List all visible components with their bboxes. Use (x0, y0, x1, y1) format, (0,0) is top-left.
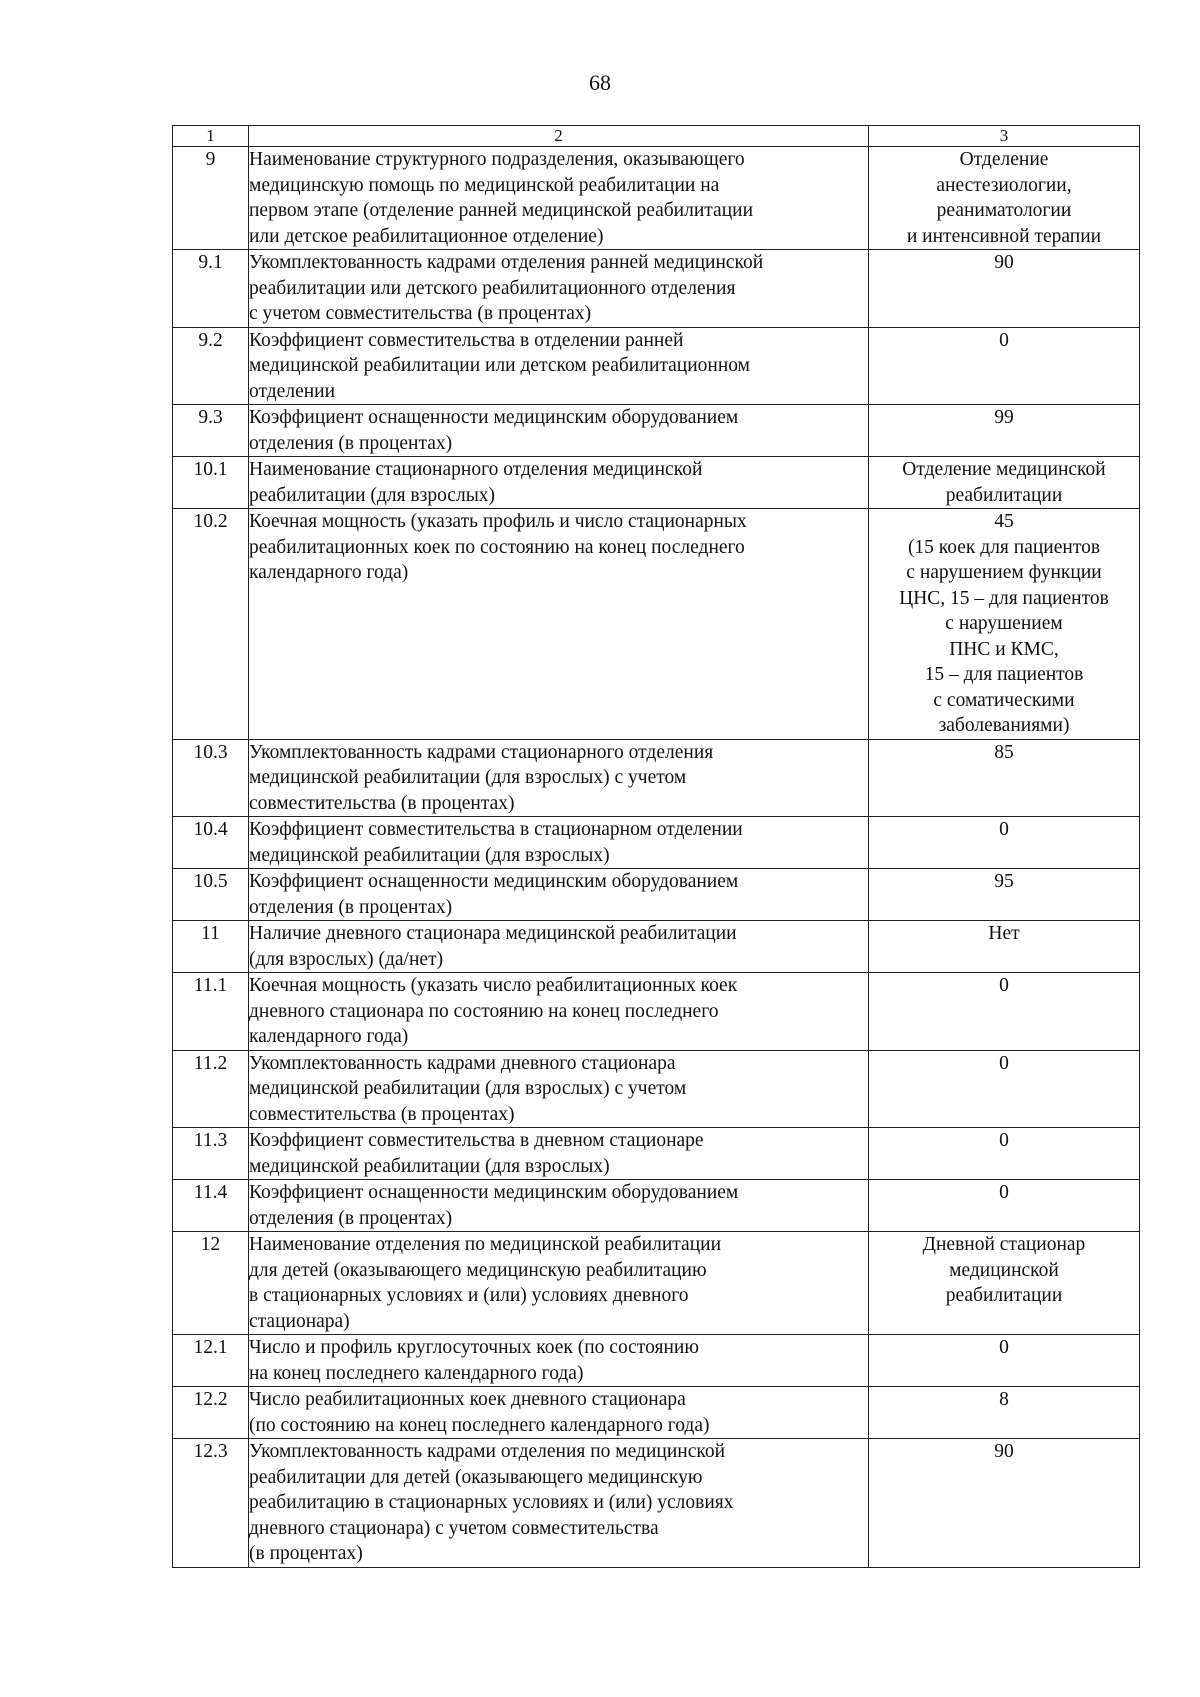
value-line: 0 (999, 1130, 1009, 1151)
header-cell-3: 3 (869, 126, 1140, 147)
description-line: в стационарных условиях и (или) условиях дневного (249, 1285, 689, 1306)
row-number: 12.1 (173, 1335, 249, 1387)
indicator-table (172, 125, 1140, 1568)
indicator-description (249, 1050, 869, 1128)
indicator-value (869, 973, 1140, 1051)
description-line: реабилитации (для взрослых) (249, 484, 496, 506)
description-line: медицинской реабилитации или детском реабилитационном (249, 355, 751, 376)
value-line: 8 (999, 1389, 1009, 1410)
row-number: 12.2 (173, 1387, 249, 1439)
table-row (173, 327, 1140, 405)
value-line: (15 коек для пациентов (907, 536, 1101, 558)
description-line: Коэффициент совместительства в дневном стационаре (249, 1130, 704, 1151)
row-number: 10.2 (173, 509, 249, 740)
value-line: и интенсивной терапии (906, 225, 1102, 247)
table-row (173, 739, 1140, 817)
value-line: 90 (994, 1441, 1014, 1462)
value-line: реабилитации (945, 484, 1063, 506)
indicator-description (249, 973, 869, 1051)
table-header-row (173, 126, 1140, 147)
table-row (173, 250, 1140, 328)
description-line: Коэффициент оснащенности медицинским оборудованием (249, 1182, 739, 1203)
description-line: с учетом совместительства (в процентах) (249, 303, 592, 324)
indicator-value (869, 405, 1140, 457)
description-line: для детей (оказывающего медицинскую реабилитацию (249, 1259, 707, 1281)
description-line: медицинской реабилитации (для взрослых) с учетом (249, 767, 687, 788)
description-line: Коечная мощность (указать число реабилитационных коек (249, 975, 738, 996)
description-line: реабилитации или детского реабилитационного отделения (249, 277, 736, 299)
table-row (173, 1232, 1140, 1335)
table-row (173, 1180, 1140, 1232)
row-number: 9.2 (173, 327, 249, 405)
description-line: совместительства (в процентах) (249, 1103, 515, 1125)
description-line: Укомплектованность кадрами отделения по медицинской (249, 1441, 726, 1462)
description-line: (в процентах) (249, 1543, 363, 1564)
indicator-value (869, 457, 1140, 509)
value-line: Отделение медицинской (902, 459, 1106, 480)
description-line: (для взрослых) (да/нет) (249, 948, 444, 970)
table-row (173, 509, 1140, 740)
description-line: медицинской реабилитации (для взрослых) (249, 844, 610, 866)
row-number: 11.4 (173, 1180, 249, 1232)
value-line: заболеваниями) (938, 715, 1070, 736)
description-line: стационара) (249, 1310, 350, 1332)
row-number: 12.3 (173, 1439, 249, 1568)
row-number: 10.4 (173, 817, 249, 869)
description-line: Наименование отделения по медицинской реабилитации (249, 1234, 721, 1255)
description-line: первом этапе (отделение ранней медицинской реабилитации (249, 200, 754, 221)
header-cell-2: 2 (249, 126, 869, 147)
row-number: 9 (173, 147, 249, 250)
indicator-description (249, 327, 869, 405)
value-line: анестезиологии, (936, 174, 1072, 196)
header-cell-1: 1 (173, 126, 249, 147)
description-line: на конец последнего календарного года) (249, 1362, 584, 1384)
value-line: реаниматологии (936, 200, 1072, 221)
indicator-value (869, 1387, 1140, 1439)
indicator-value (869, 327, 1140, 405)
value-line: 0 (999, 1182, 1009, 1203)
value-line: с нарушением (945, 613, 1063, 634)
value-line: 0 (999, 1052, 1009, 1074)
table-row (173, 1335, 1140, 1387)
description-line: Коэффициент оснащенности медицинским оборудованием (249, 407, 739, 428)
table-row (173, 147, 1140, 250)
value-line: 0 (999, 975, 1009, 996)
indicator-value (869, 1232, 1140, 1335)
indicator-value (869, 1050, 1140, 1128)
description-line: календарного года) (249, 1026, 409, 1047)
description-line: Наименование структурного подразделения, оказывающего (249, 149, 745, 170)
table-row (173, 405, 1140, 457)
indicator-description (249, 921, 869, 973)
description-line: Наличие дневного стационара медицинской реабилитации (249, 923, 737, 944)
description-line: медицинской реабилитации (для взрослых) с учетом (249, 1078, 687, 1099)
indicator-value (869, 250, 1140, 328)
value-line: реабилитации (945, 1285, 1063, 1306)
indicator-value (869, 817, 1140, 869)
description-line: дневного стационара) с учетом совместительства (249, 1517, 659, 1539)
table-body (173, 126, 1140, 1568)
table-row (173, 1050, 1140, 1128)
row-number: 11 (173, 921, 249, 973)
table-row (173, 817, 1140, 869)
row-number: 9.3 (173, 405, 249, 457)
description-line: Наименование стационарного отделения медицинской (249, 459, 703, 480)
value-line: Отделение (959, 149, 1049, 170)
value-line: медицинской (949, 1259, 1059, 1281)
value-line: с соматическими (933, 689, 1075, 711)
description-line: отделения (в процентах) (249, 896, 453, 918)
value-line: 99 (994, 407, 1014, 428)
indicator-description (249, 250, 869, 328)
indicator-description (249, 1128, 869, 1180)
description-line: Укомплектованность кадрами отделения ранней медицинской (249, 252, 764, 273)
description-line: Число и профиль круглосуточных коек (по состоянию (249, 1337, 699, 1358)
description-line: реабилитационных коек по состоянию на конец последнего (249, 536, 745, 558)
table-row (173, 1387, 1140, 1439)
value-line: 0 (999, 329, 1009, 351)
value-line: ЦНС, 15 – для пациентов (899, 587, 1109, 609)
indicator-description (249, 509, 869, 740)
indicator-value (869, 1335, 1140, 1387)
indicator-value (869, 1180, 1140, 1232)
value-line: Дневной стационар (922, 1234, 1086, 1255)
indicator-description (249, 869, 869, 921)
value-line: с нарушением функции (906, 562, 1102, 583)
indicator-description (249, 739, 869, 817)
indicator-description (249, 1439, 869, 1568)
description-line: календарного года) (249, 562, 409, 583)
description-line: Укомплектованность кадрами дневного стационара (249, 1052, 676, 1074)
page-number: 68 (589, 70, 611, 95)
value-line: 90 (994, 252, 1014, 273)
description-line: Укомплектованность кадрами стационарного отделения (249, 741, 714, 763)
description-line: реабилитации для детей (оказывающего медицинскую (249, 1466, 703, 1488)
description-line: медицинской реабилитации (для взрослых) (249, 1155, 610, 1177)
value-line: 85 (994, 741, 1014, 763)
description-line: медицинскую помощь по медицинской реабилитации на (249, 174, 720, 196)
value-line: 15 – для пациентов (924, 664, 1084, 685)
indicator-description (249, 1180, 869, 1232)
value-line: 0 (999, 819, 1009, 840)
value-line: ПНС и КМС, (949, 638, 1059, 660)
row-number: 12 (173, 1232, 249, 1335)
description-line: совместительства (в процентах) (249, 792, 515, 814)
row-number: 11.1 (173, 973, 249, 1051)
table-row (173, 869, 1140, 921)
indicator-value (869, 1128, 1140, 1180)
table-row (173, 973, 1140, 1051)
description-line: реабилитацию в стационарных условиях и (или) условиях (249, 1492, 734, 1513)
indicator-description (249, 817, 869, 869)
description-line: Коэффициент совместительства в стационарном отделении (249, 819, 743, 840)
row-number: 9.1 (173, 250, 249, 328)
row-number: 11.3 (173, 1128, 249, 1180)
description-line: Коечная мощность (указать профиль и число стационарных (249, 511, 747, 532)
table-row (173, 457, 1140, 509)
indicator-value (869, 739, 1140, 817)
table-row (173, 1439, 1140, 1568)
description-line: Коэффициент совместительства в отделении ранней (249, 329, 684, 351)
indicator-description (249, 405, 869, 457)
value-line: 45 (994, 511, 1014, 532)
indicator-value (869, 147, 1140, 250)
value-line: 0 (999, 1337, 1009, 1358)
table-row (173, 1128, 1140, 1180)
row-number: 11.2 (173, 1050, 249, 1128)
value-line: Нет (988, 923, 1020, 944)
indicator-value (869, 509, 1140, 740)
indicator-description (249, 1387, 869, 1439)
indicator-description (249, 1335, 869, 1387)
indicator-description (249, 147, 869, 250)
indicator-description (249, 1232, 869, 1335)
indicator-description (249, 457, 869, 509)
description-line: дневного стационара по состоянию на конец последнего (249, 1000, 719, 1022)
indicator-value (869, 1439, 1140, 1568)
description-line: отделения (в процентах) (249, 432, 453, 454)
description-line: отделении (249, 380, 336, 402)
indicator-value (869, 921, 1140, 973)
description-line: (по состоянию на конец последнего календарного года) (249, 1414, 710, 1436)
row-number: 10.5 (173, 869, 249, 921)
description-line: или детское реабилитационное отделение) (249, 225, 604, 247)
row-number: 10.1 (173, 457, 249, 509)
row-number: 10.3 (173, 739, 249, 817)
indicator-value (869, 869, 1140, 921)
description-line: Число реабилитационных коек дневного стационара (249, 1389, 686, 1410)
description-line: Коэффициент оснащенности медицинским оборудованием (249, 871, 739, 892)
table-row (173, 921, 1140, 973)
value-line: 95 (994, 871, 1014, 892)
description-line: отделения (в процентах) (249, 1207, 453, 1229)
